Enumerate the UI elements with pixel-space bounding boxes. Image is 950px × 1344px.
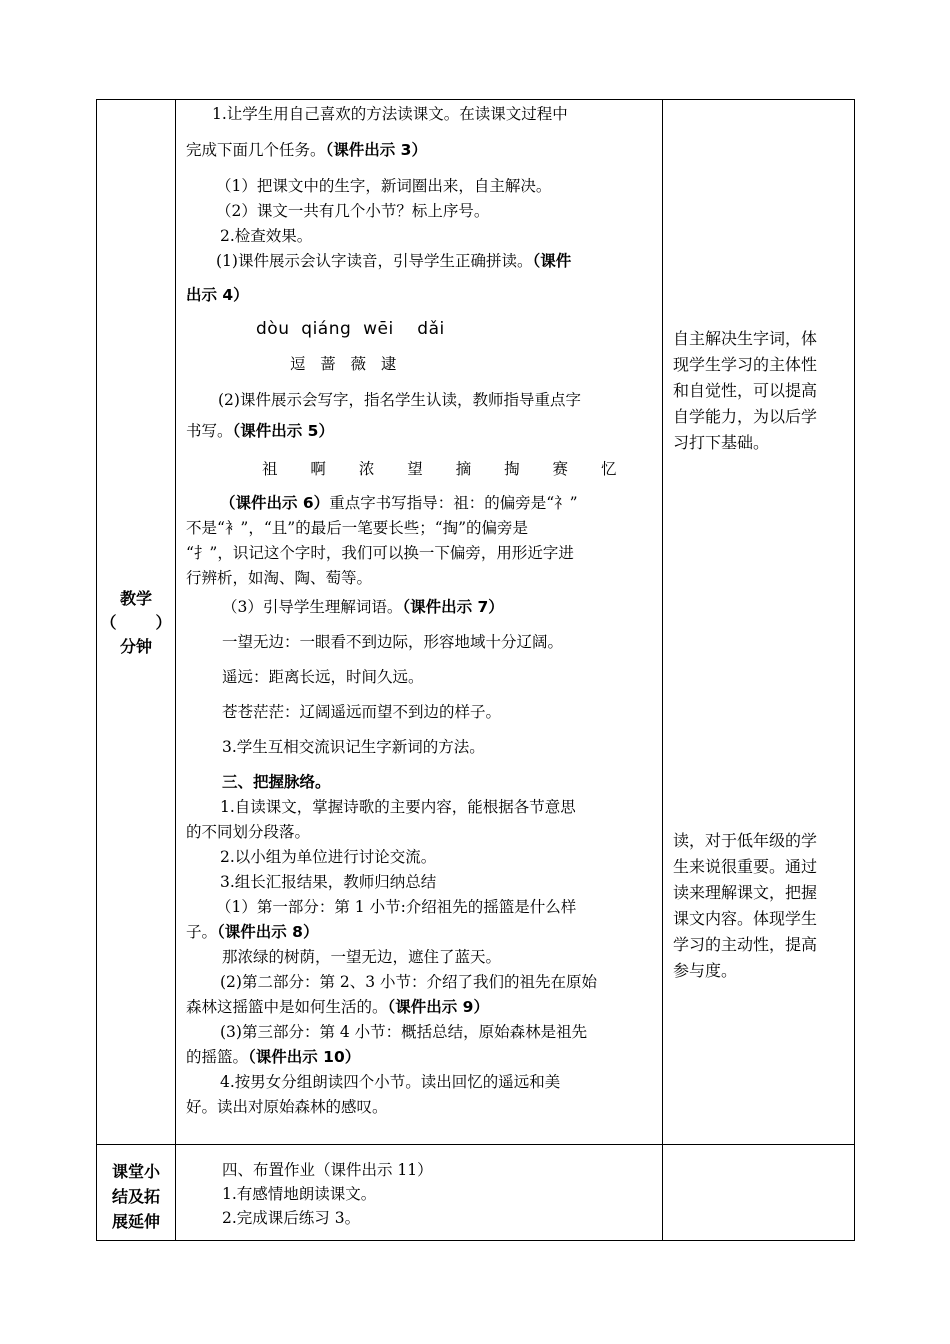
- note-line: 生来说很重要。通过: [673, 857, 818, 876]
- note-line: 自主解决生字词，体: [673, 329, 818, 348]
- note-line: 参与度。: [673, 961, 738, 980]
- content-line: 子。（课件出示 8）: [186, 923, 319, 941]
- content-line: 的摇篮。（课件出示 10）: [186, 1048, 361, 1066]
- design-note-2: [663, 828, 854, 984]
- label-line: 教学: [119, 589, 152, 608]
- label-line: （ ）: [100, 613, 172, 632]
- content-line: 行辨析，如淘、陶、萄等。: [186, 569, 373, 587]
- content-line: (3)第三部分：第 4 小节：概括总结，原始森林是祖先: [220, 1023, 588, 1041]
- lesson-plan-table: [96, 99, 855, 1241]
- content-line: (2)课件展示会写字，指名学生认读，教师指导重点字: [218, 391, 581, 409]
- label-line: 结及拓: [111, 1187, 160, 1206]
- content-line: 苍苍茫茫：辽阔遥远而望不到边的样子。: [222, 703, 502, 721]
- content-line: 不是“衤”，“且”的最后一笔要长些；“掏”的偏旁是: [186, 519, 529, 537]
- content-line: 3.学生互相交流识记生字新词的方法。: [222, 738, 485, 756]
- summary-label: [97, 1159, 175, 1234]
- content-line: 一望无边：一眼看不到边际，形容地域十分辽阔。: [222, 633, 564, 651]
- content-line: 四、布置作业（课件出示 11）: [222, 1161, 433, 1179]
- summary-label-cell: [97, 1145, 176, 1241]
- note-line: 学习的主动性，提高: [673, 935, 818, 954]
- note-line: 习打下基础。: [673, 433, 770, 452]
- content-line: （1）第一部分：第 1 小节:介绍祖先的摇篮是什么样: [216, 898, 577, 916]
- content-line: (2)第二部分：第 2、3 小节：介绍了我们的祖先在原始: [220, 973, 598, 991]
- content-line: 书写。（课件出示 5）: [186, 422, 334, 440]
- content-line: “扌”，识记这个字时，我们可以换一下偏旁，用形近字进: [186, 544, 574, 562]
- summary-row: [97, 1145, 855, 1241]
- pinyin-line: dòu qiáng wēi dǎi: [256, 319, 445, 339]
- content-line: （课件出示 6）重点字书写指导：祖：的偏旁是“礻”: [220, 494, 578, 512]
- content-line: 1.有感情地朗读课文。: [222, 1185, 377, 1203]
- note-line: 读，对于低年级的学: [673, 831, 818, 850]
- content-line: 1.自读课文，掌握诗歌的主要内容，能根据各节意思: [220, 798, 576, 816]
- content-line: 好。读出对原始森林的感叹。: [186, 1098, 388, 1116]
- content-line: 出示 4）: [186, 286, 249, 304]
- content-line: (1)课件展示会认字读音，引导学生正确拼读。（课件: [216, 252, 572, 270]
- content-line: 遥远：距离长远，时间久远。: [222, 668, 424, 686]
- teaching-notes-cell: [663, 100, 855, 1145]
- summary-content: [176, 1158, 662, 1230]
- content-line: 完成下面几个任务。（课件出示 3）: [186, 141, 427, 159]
- teaching-row: [97, 100, 855, 1145]
- summary-content-cell: [176, 1145, 663, 1241]
- content-line: 2.以小组为单位进行讨论交流。: [220, 848, 437, 866]
- note-line: 课文内容。体现学生: [673, 909, 818, 928]
- note-line: 和自觉性，可以提高: [673, 381, 818, 400]
- characters-line: 祖 啊 浓 望 摘 掏 赛 忆: [262, 460, 631, 478]
- content-line: （2）课文一共有几个小节？标上序号。: [216, 202, 490, 220]
- summary-notes-cell: [663, 1145, 855, 1241]
- content-line: 1.让学生用自己喜欢的方法读课文。在读课文过程中: [212, 105, 568, 123]
- content-line: 那浓绿的树荫，一望无边，遮住了蓝天。: [222, 948, 502, 966]
- section-heading: 三、把握脉络。: [222, 773, 331, 791]
- label-line: 分钟: [119, 637, 152, 656]
- teaching-label-cell: [97, 100, 176, 1145]
- teaching-content-cell: [176, 100, 663, 1145]
- content-line: （3）引导学生理解词语。（课件出示 7）: [222, 598, 504, 616]
- content-line: 森林这摇篮中是如何生活的。（课件出示 9）: [186, 998, 489, 1016]
- content-line: 3.组长汇报结果，教师归纳总结: [220, 873, 437, 891]
- note-line: 读来理解课文，把握: [673, 883, 818, 902]
- characters-line: 逗 蔷 薇 逮: [290, 355, 397, 373]
- content-line: 2.检查效果。: [220, 227, 313, 245]
- label-line: 展延伸: [111, 1212, 160, 1231]
- content-line: （1）把课文中的生字，新词圈出来，自主解决。: [216, 177, 552, 195]
- label-line: 课堂小: [111, 1162, 160, 1181]
- content-line: 2.完成课后练习 3。: [222, 1209, 361, 1227]
- content-line: 4.按男女分组朗读四个小节。读出回忆的遥远和美: [220, 1073, 561, 1091]
- content-line: 的不同划分段落。: [186, 823, 311, 841]
- design-note-1: [663, 326, 854, 456]
- teaching-content: [176, 102, 662, 1120]
- note-line: 自学能力，为以后学: [673, 407, 818, 426]
- teaching-label: [97, 587, 175, 659]
- note-line: 现学生学习的主体性: [673, 355, 818, 374]
